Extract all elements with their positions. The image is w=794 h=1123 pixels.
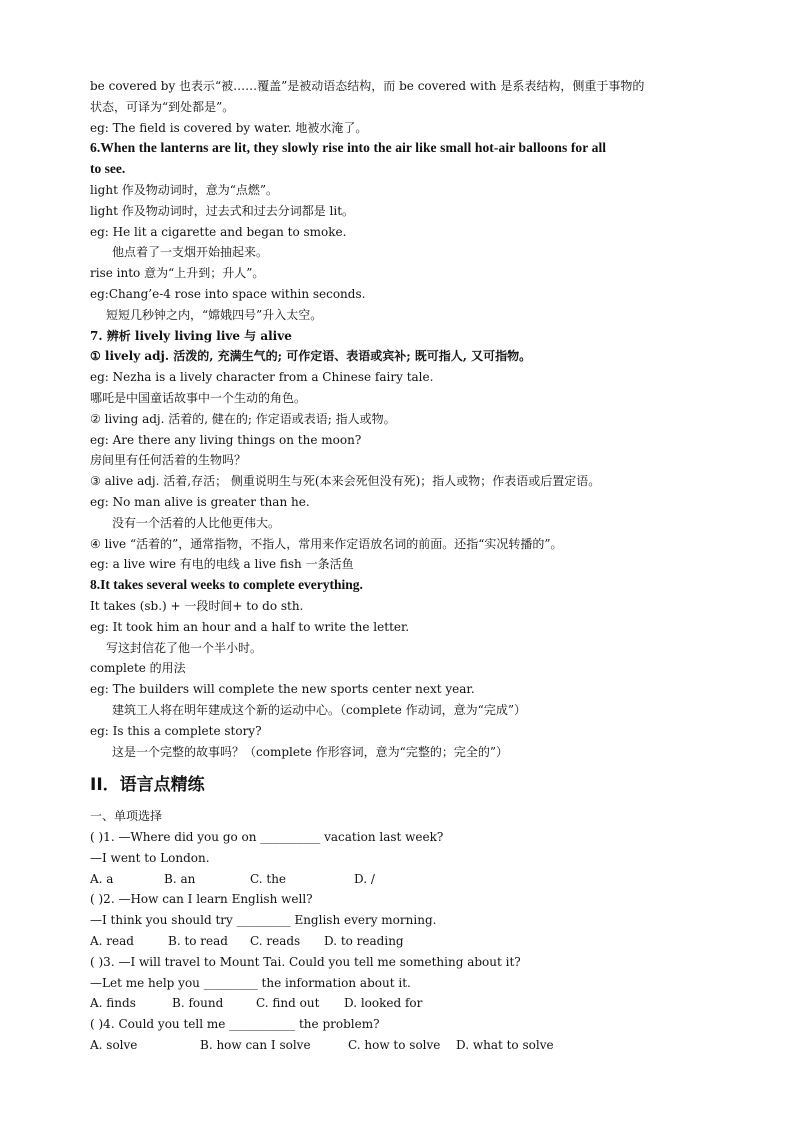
- point-heading-7: 7. 辨析 lively living live 与 alive: [90, 328, 292, 343]
- translation-line: 写这封信花了他一个半小时。: [106, 640, 263, 655]
- live-definition: ④ live “活着的”，通常指物，不指人，常用来作定语放名词的前面。还指“实况转播的”。: [90, 536, 563, 551]
- option-b[interactable]: B. found: [172, 996, 224, 1011]
- example-line: eg: Is this a complete story?: [90, 723, 262, 738]
- example-line: eg: He lit a cigarette and began to smoke.: [90, 224, 347, 239]
- translation-line: 他点着了一支烟开始抽起来。: [112, 245, 269, 260]
- translation-line: 房间里有任何活着的生物吗？: [90, 453, 247, 468]
- document-body: [90, 76, 705, 1056]
- example-line: eg: The field is covered by water. 地被水淹了。: [90, 120, 368, 135]
- translation-line: 短短几秒钟之内，“嫦娥四号”升入太空。: [106, 307, 323, 322]
- option-c[interactable]: C. the: [250, 871, 287, 886]
- option-a[interactable]: A. solve: [90, 1038, 138, 1053]
- option-c[interactable]: C. how to solve: [348, 1038, 441, 1053]
- example-line: eg: It took him an hour and a half to write the letter.: [90, 619, 410, 634]
- text-line: be covered by 也表示“被……覆盖”是被动语态结构，而 be covered with 是系表结构，侧重于事物的: [90, 79, 645, 93]
- text-line: It takes (sb.) + 一段时间+ to do sth.: [90, 598, 304, 613]
- example-line: eg: Are there any living things on the moon?: [90, 432, 362, 447]
- question-3-answer: —Let me help you _________ the information about it.: [90, 975, 411, 990]
- living-definition: ② living adj. 活着的, 健在的; 作定语或表语; 指人或物。: [90, 411, 396, 426]
- option-a[interactable]: A. read: [90, 934, 134, 949]
- option-d[interactable]: D. /: [354, 871, 375, 886]
- option-b[interactable]: B. an: [164, 871, 196, 886]
- option-a[interactable]: A. finds: [90, 996, 136, 1011]
- option-b[interactable]: B. to read: [168, 934, 228, 949]
- translation-line: 这是一个完整的故事吗？（complete 作形容词，意为“完整的；完全的”）: [112, 744, 508, 759]
- option-d[interactable]: D. looked for: [344, 996, 423, 1011]
- question-4-options: [90, 1035, 705, 1056]
- question-3: ( )3. —I will travel to Mount Tai. Could you tell me something about it?: [90, 954, 521, 969]
- option-c[interactable]: C. reads: [250, 934, 301, 949]
- exercise-heading: 一、单项选择: [90, 809, 163, 824]
- question-2: ( )2. —How can I learn English well?: [90, 892, 313, 907]
- question-1-answer: —I went to London.: [90, 850, 210, 865]
- text-line: light 作及物动词时，过去式和过去分词都是 lit。: [90, 203, 355, 218]
- question-4: ( )4. Could you tell me ___________ the problem?: [90, 1017, 380, 1032]
- point-heading-8: 8.It takes several weeks to complete everything.: [90, 577, 363, 593]
- point-heading-6-cont: to see.: [90, 161, 126, 177]
- text-line: light 作及物动词时，意为“点燃”。: [90, 182, 278, 197]
- option-d[interactable]: D. what to solve: [456, 1038, 554, 1053]
- example-line: eg: The builders will complete the new sports center next year.: [90, 682, 475, 697]
- alive-definition: ③ alive adj. 活着,存活； 侧重说明生与死(本来会死但没有死)；指人或物；作表语或后置定语。: [90, 474, 601, 489]
- point-heading-6: 6.When the lanterns are lit, they slowly rise into the air like small hot-air balloons for all: [90, 140, 607, 156]
- example-line: eg: Nezha is a lively character from a Chinese fairy tale.: [90, 370, 434, 385]
- translation-line: 哪吒是中国童话故事中一个生动的角色。: [90, 390, 307, 405]
- option-a[interactable]: A. a: [90, 871, 114, 886]
- translation-line: 建筑工人将在明年建成这个新的运动中心。（complete 作动词，意为“完成”）: [112, 702, 526, 717]
- question-1-options: [90, 869, 705, 890]
- option-b[interactable]: B. how can I solve: [200, 1038, 311, 1053]
- question-3-options: [90, 993, 705, 1014]
- text-line: rise into 意为“上升到；升人”。: [90, 266, 265, 281]
- question-2-answer: —I think you should try _________ English every morning.: [90, 913, 437, 928]
- example-line: eg:Chang’e-4 rose into space within seconds.: [90, 286, 366, 301]
- translation-line: 没有一个活着的人比他更伟大。: [112, 515, 281, 530]
- question-1: ( )1. —Where did you go on __________ vacation last week?: [90, 830, 444, 845]
- lively-definition: ① lively adj. 活泼的, 充满生气的; 可作定语、表语或宾补; 既可指人, 又可指物。: [90, 349, 532, 364]
- text-line: 状态，可译为“到处都是”。: [90, 99, 235, 114]
- question-2-options: [90, 931, 705, 952]
- text-line: complete 的用法: [90, 661, 186, 676]
- option-c[interactable]: C. find out: [256, 996, 320, 1011]
- option-d[interactable]: D. to reading: [324, 934, 404, 949]
- example-line: eg: a live wire 有电的电线 a live fish 一条活鱼: [90, 557, 354, 572]
- section-title: II．语言点精练: [90, 775, 205, 796]
- example-line: eg: No man alive is greater than he.: [90, 494, 310, 509]
